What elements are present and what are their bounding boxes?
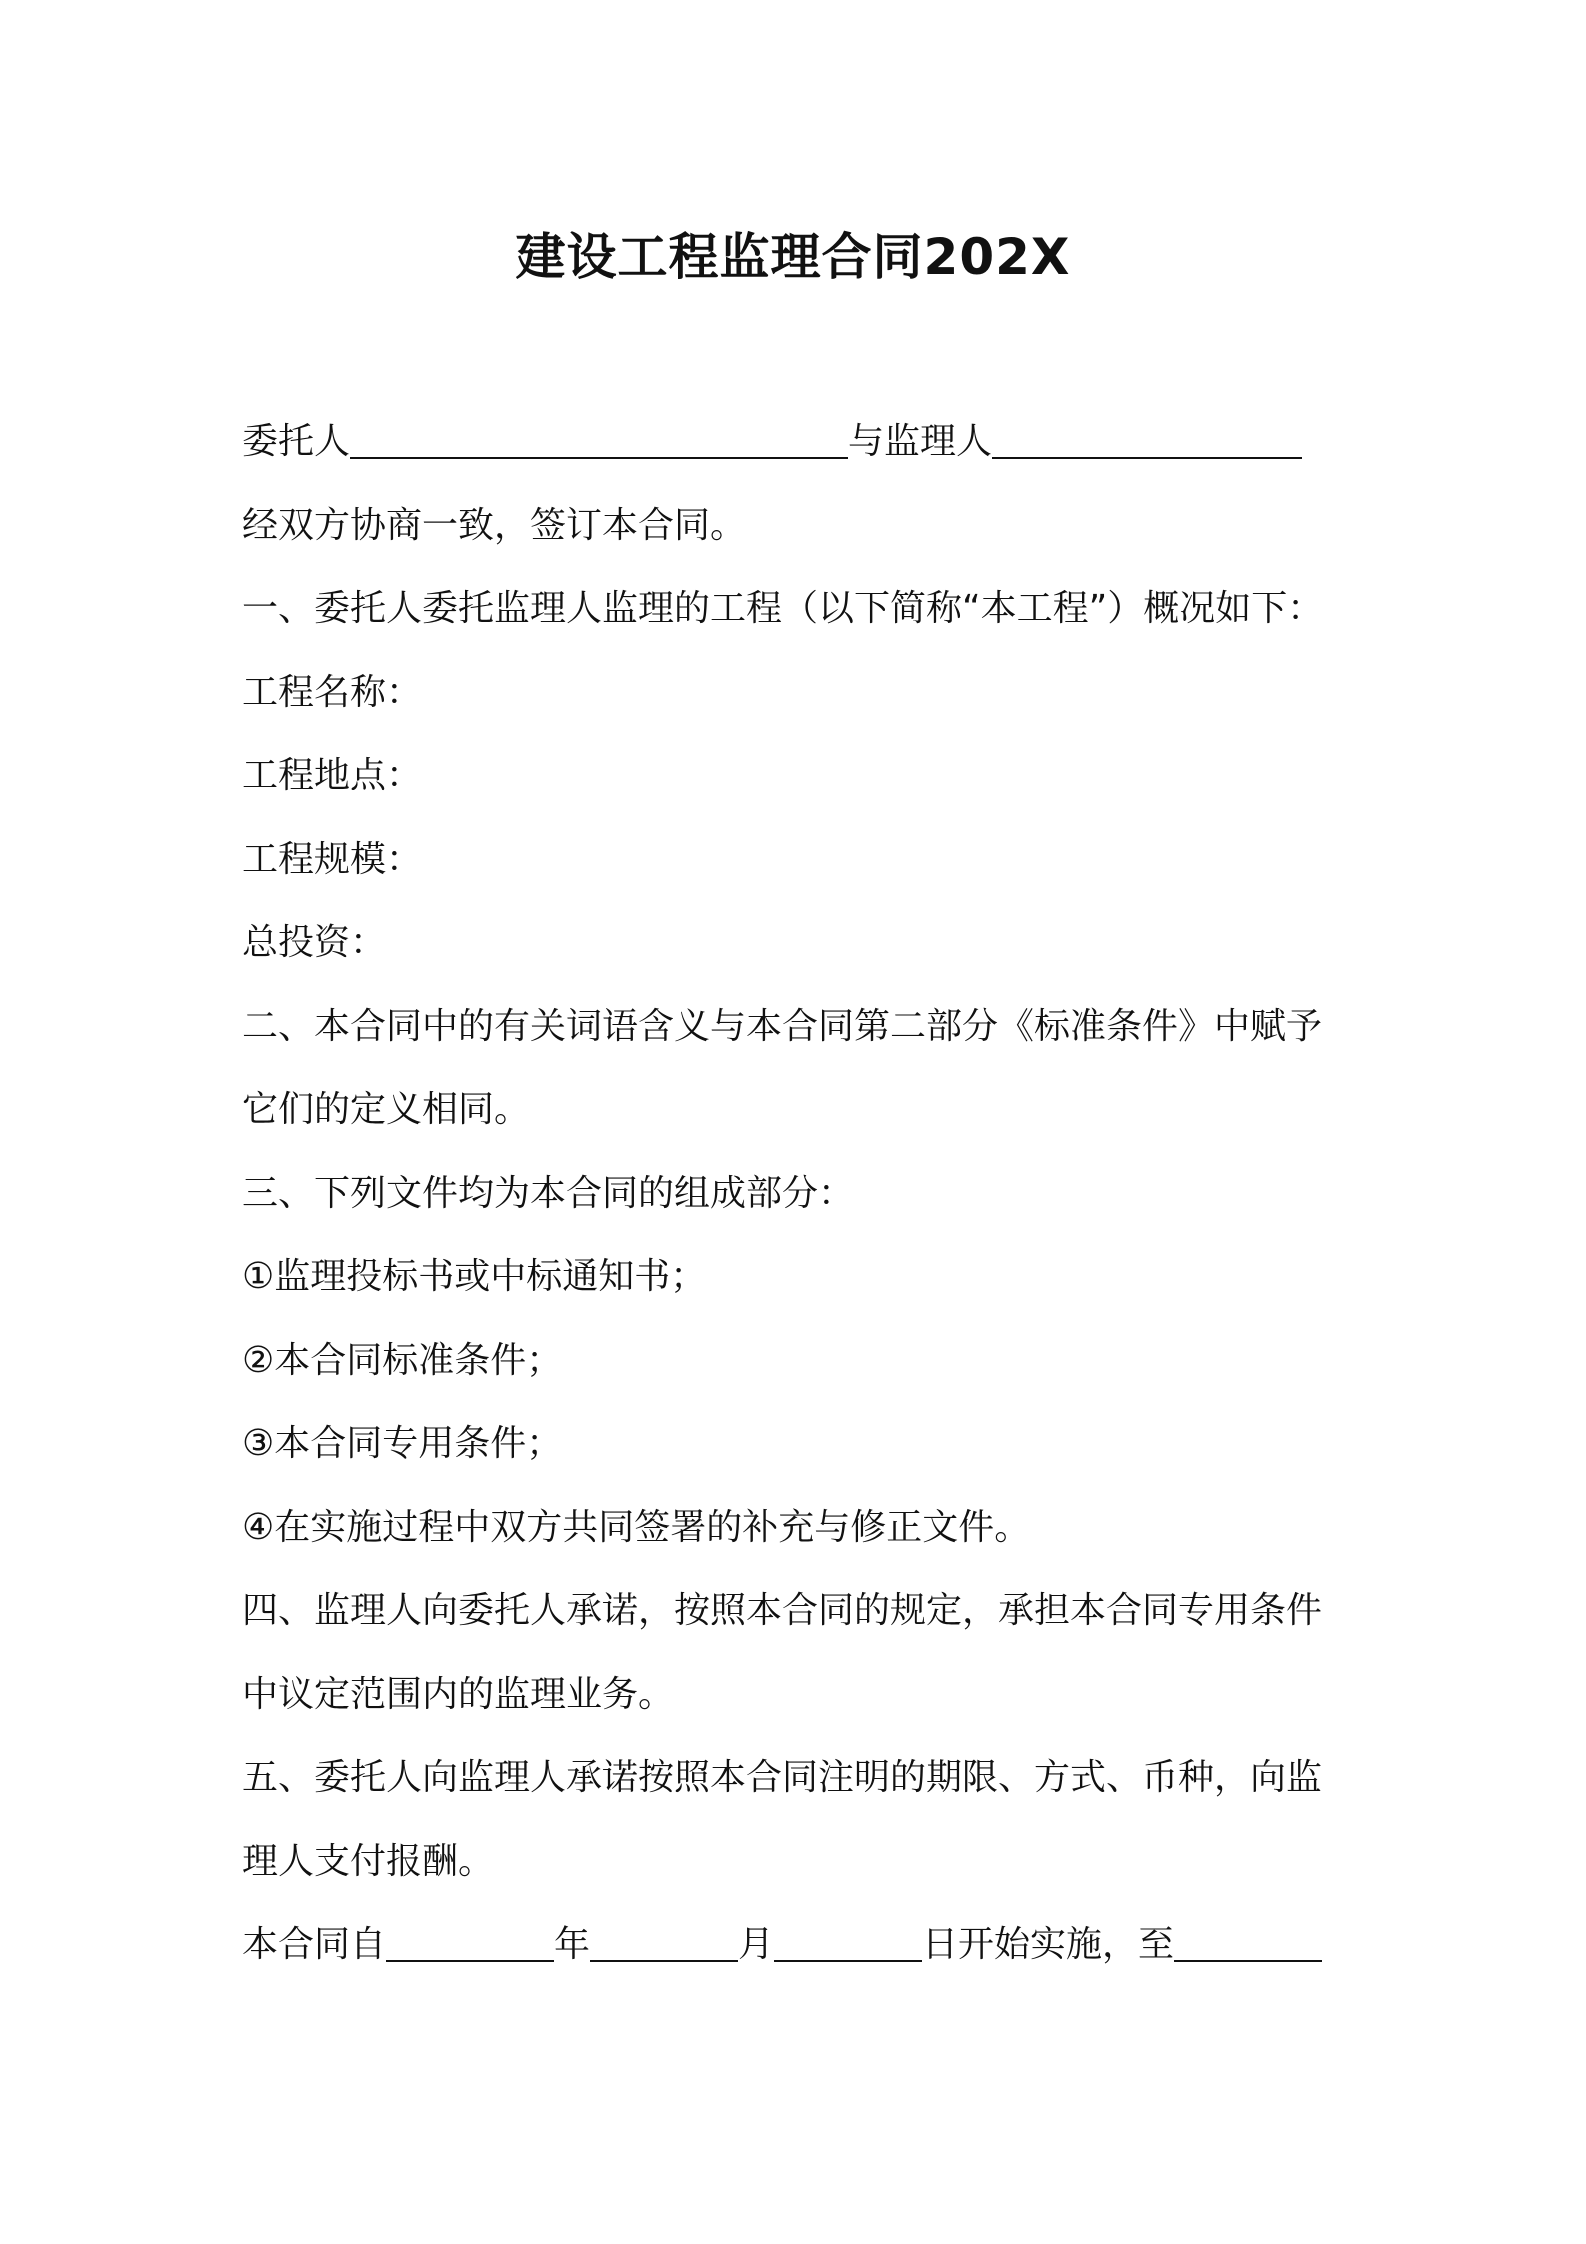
section-3-item-1: ①监理投标书或中标通知书；	[242, 1256, 707, 1297]
project-scale-field: 工程规模：	[242, 838, 423, 880]
section-3-item-2: ②本合同标准条件；	[242, 1339, 563, 1381]
section-3-item-4: ④在实施过程中双方共同签署的补充与修正文件。	[242, 1506, 1031, 1548]
year-blank	[386, 1959, 554, 1962]
day-start-label: 日开始实施，至	[922, 1924, 1175, 1965]
section-2-line-1: 二、本合同中的有关词语含义与本合同第二部分《标准条件》中赋予	[242, 1005, 1323, 1047]
client-blank	[350, 456, 848, 459]
term-line	[242, 1903, 1362, 1987]
term-prefix: 本合同自	[242, 1924, 387, 1965]
project-location-field: 工程地点：	[242, 755, 423, 796]
parties-line	[242, 400, 1362, 484]
day-blank	[774, 1959, 922, 1962]
year-label: 年	[554, 1924, 591, 1965]
section-4-line-2: 中议定范围内的监理业务。	[242, 1673, 675, 1715]
end-date-blank	[1174, 1959, 1322, 1962]
section-4-line-1: 四、监理人向委托人承诺，按照本合同的规定，承担本合同专用条件	[242, 1590, 1323, 1631]
document-body	[242, 400, 1362, 1987]
supervisor-label: 与监理人	[848, 421, 993, 462]
month-blank	[590, 1959, 738, 1962]
section-5-line-2: 理人支付报酬。	[242, 1840, 495, 1882]
client-label: 委托人	[242, 421, 351, 462]
section-1-heading: 一、委托人委托监理人监理的工程（以下简称“本工程”）概况如下：	[242, 588, 1324, 629]
total-investment-field: 总投资：	[242, 922, 387, 963]
month-label: 月	[738, 1924, 775, 1965]
document-title: 建设工程监理合同202X	[515, 228, 1071, 286]
intro-line: 经双方协商一致，签订本合同。	[242, 504, 747, 546]
project-name-field: 工程名称：	[242, 671, 423, 713]
section-5-line-1: 五、委托人向监理人承诺按照本合同注明的期限、方式、币种，向监	[242, 1757, 1323, 1798]
section-2-line-2: 它们的定义相同。	[242, 1089, 531, 1130]
section-3-item-3: ③本合同专用条件；	[242, 1423, 563, 1464]
section-3-heading: 三、下列文件均为本合同的组成部分：	[242, 1172, 855, 1214]
supervisor-blank	[992, 456, 1302, 459]
